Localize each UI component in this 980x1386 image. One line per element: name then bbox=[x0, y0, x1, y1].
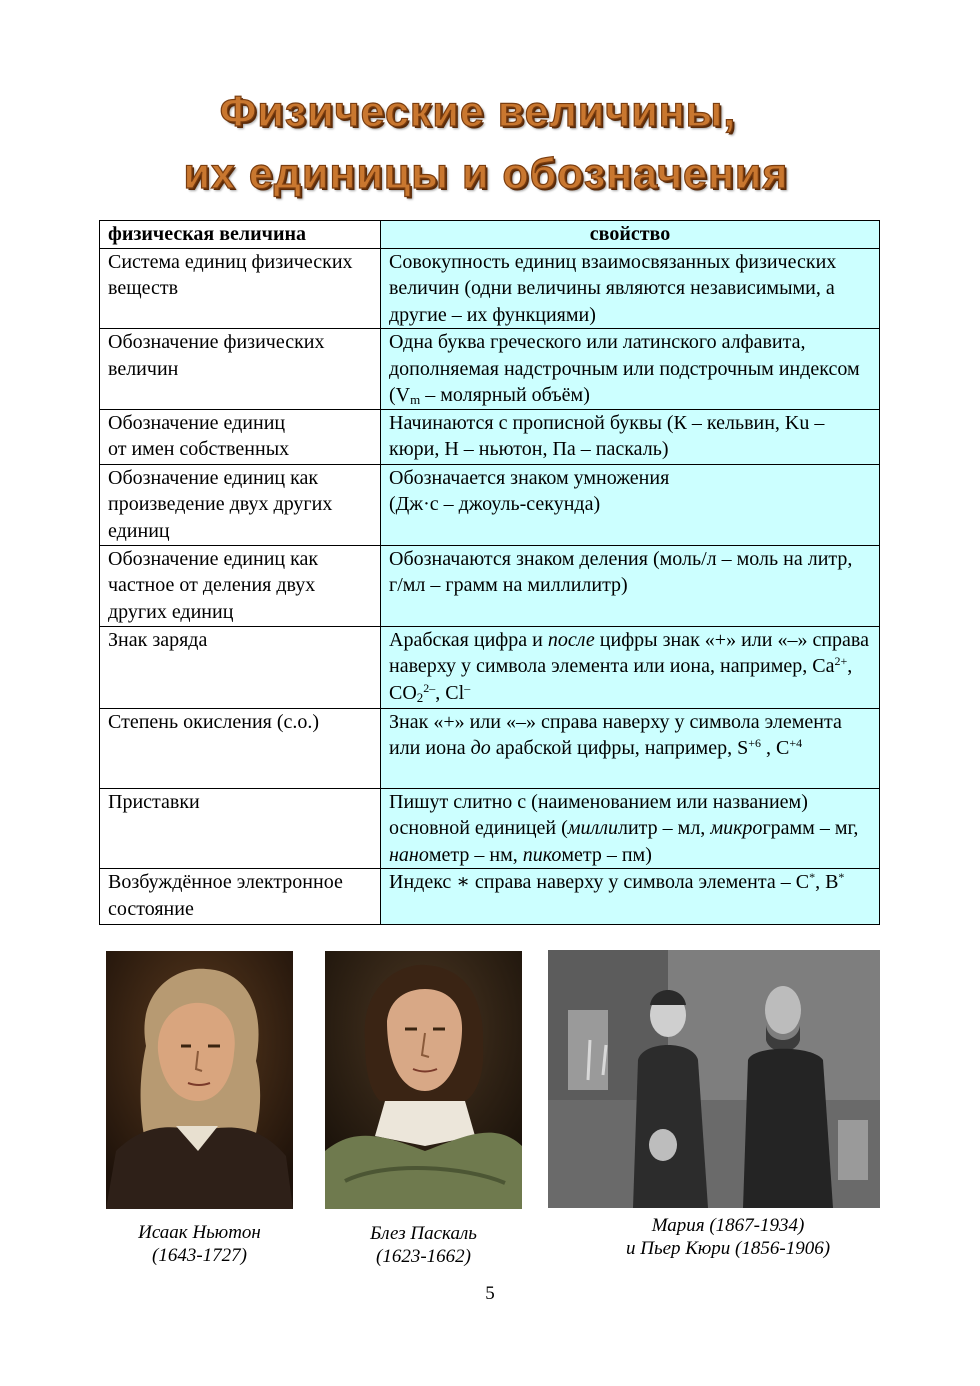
cell-property: Знак «+» или «–» справа наверху у символа элемента или иона до арабской цифры, например, $S^{+6}$ , $C^{+4}$ bbox=[381, 708, 880, 788]
cell-property: Одна буква греческого или латинского алфавита, дополняемая надстрочным или подстрочным индексом ($V_m$ – молярный объём) bbox=[381, 329, 880, 410]
newton-years: (1643-1727) bbox=[152, 1245, 247, 1266]
header-quantity: физическая величина bbox=[100, 221, 381, 249]
newton-portrait bbox=[106, 951, 293, 1209]
cell-property: Начинаются с прописной буквы (К – кельвин, Ku – кюри, Н – ньютон, Па – паскаль) bbox=[381, 409, 880, 464]
cell-term: Обозначение физических величин bbox=[100, 329, 381, 410]
cell-term: Обозначение единиц как произведение двух других единиц bbox=[100, 464, 381, 545]
cell-term: Обозначение единиц как частное от деления двух других единиц bbox=[100, 545, 381, 626]
table-header-row bbox=[100, 221, 880, 249]
newton-caption bbox=[106, 1221, 293, 1267]
table-row bbox=[100, 464, 880, 545]
page-title-line-2: их единицы и обозначения bbox=[183, 150, 789, 198]
cell-property: Обозначаются знаком деления (моль/л – моль на литр, г/мл – грамм на миллилитр) bbox=[381, 545, 880, 626]
table-row bbox=[100, 545, 880, 626]
cell-term: Степень окисления (с.о.) bbox=[100, 708, 381, 788]
cell-term: Возбуждённое электронное состояние bbox=[100, 869, 381, 925]
table-row bbox=[100, 409, 880, 464]
table-row bbox=[100, 708, 880, 788]
table-row bbox=[100, 788, 880, 869]
table-row bbox=[100, 626, 880, 708]
page-number: 5 bbox=[485, 1283, 495, 1304]
pascal-caption bbox=[325, 1222, 522, 1268]
quantities-table bbox=[99, 220, 880, 925]
cell-term: Знак заряда bbox=[100, 626, 381, 708]
pascal-portrait bbox=[325, 951, 522, 1209]
table-row bbox=[100, 248, 880, 329]
table-row bbox=[100, 869, 880, 925]
curie-photo bbox=[548, 950, 880, 1208]
cell-term: Приставки bbox=[100, 788, 381, 869]
curie-caption bbox=[548, 1214, 908, 1260]
cell-property: Пишут слитно с (наименованием или названием) основной единицей (миллилитр – мл, микрограмм – мг, нанометр – нм, пикометр – пм) bbox=[381, 788, 880, 869]
pascal-name: Блез Паскаль bbox=[370, 1223, 477, 1244]
header-property: свойство bbox=[381, 221, 880, 249]
cell-term: Обозначение единиц от имен собственных bbox=[100, 409, 381, 464]
curie-line-2: и Пьер Кюри (1856-1906) bbox=[625, 1238, 831, 1259]
newton-name: Исаак Ньютон bbox=[138, 1222, 261, 1243]
cell-property: Совокупность единиц взаимосвязанных физических величин (одни величины являются независимыми, а другие – их функциями) bbox=[381, 248, 880, 329]
pascal-years: (1623-1662) bbox=[376, 1246, 471, 1267]
cell-property: Индекс ∗ справа наверху у символа элемента – C*, B* bbox=[381, 869, 880, 925]
cell-property: Обозначается знаком умножения (Дж·с – джоуль-секунда) bbox=[381, 464, 880, 545]
table-row bbox=[100, 329, 880, 410]
page-title-line-1: Физические величины, bbox=[219, 88, 737, 136]
cell-property: Арабская цифра и после цифры знак «+» или «–» справа наверху у символа элемента или иона, например, $Ca^{2+}$, $CO_2^{2-}$, Cl– bbox=[381, 626, 880, 708]
cell-term: Система единиц физических веществ bbox=[100, 248, 381, 329]
curie-line-1: Мария (1867-1934) bbox=[651, 1215, 805, 1236]
